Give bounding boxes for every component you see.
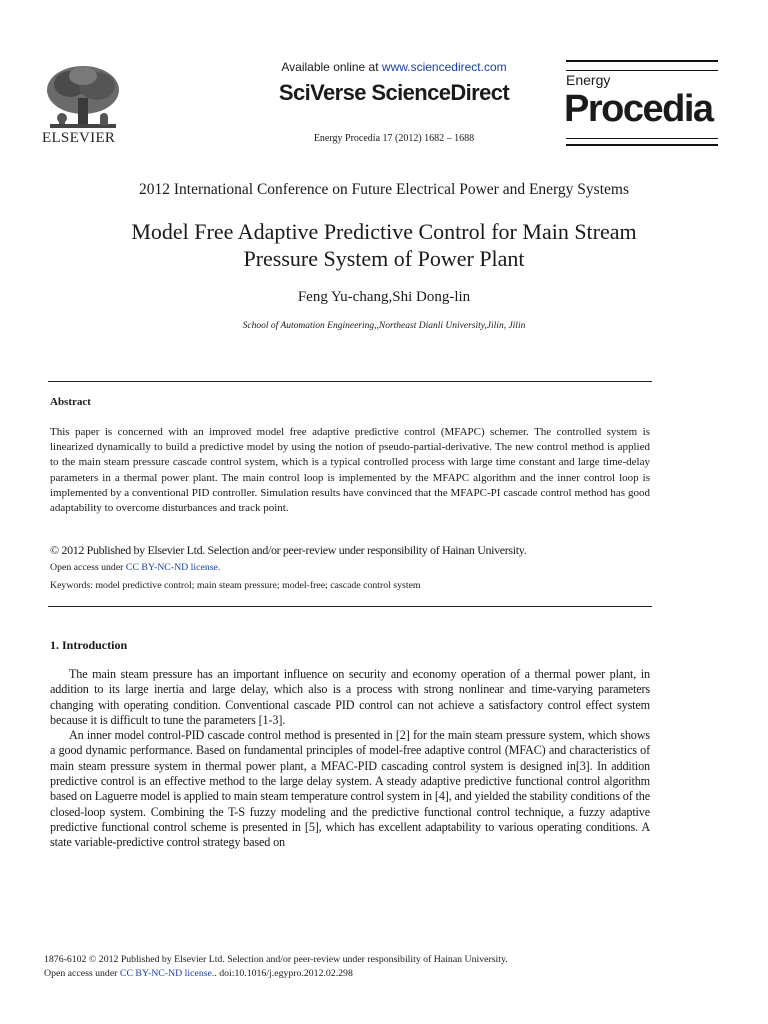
section-heading-introduction: 1. Introduction: [50, 638, 128, 652]
introduction-paragraph-1: The main steam pressure has an important influence on security and economy operation of a thermal power plant, in addition to its large inertia and large delay, which also is a process with strong nonlinear and time-varying parameters changing with operating condition. Conventional cascade PID control can not achieve a satisfactory control effect system because it is difficult to tune the parameters [1-3].: [50, 667, 650, 727]
publisher-logo-text: ELSEVIER: [42, 130, 116, 146]
paper-title-line-1: Model Free Adaptive Predictive Control for Main Stream: [131, 219, 637, 244]
license-link[interactable]: CC BY-NC-ND license.: [125, 562, 221, 573]
platform-name: SciVerse ScienceDirect: [278, 80, 510, 105]
copyright-notice: © 2012 Published by Elsevier Ltd. Selection and/or peer-review under responsibility of Hainan University.: [50, 543, 527, 557]
footer-license-link[interactable]: CC BY-NC-ND license.: [119, 968, 215, 979]
journal-reference: Energy Procedia 17 (2012) 1682 – 1688: [313, 133, 475, 144]
paper-title-line-2: Pressure System of Power Plant: [243, 246, 525, 271]
author-affiliation: School of Automation Engineering,,Northeast Dianli University,Jilin, Jilin: [242, 321, 526, 331]
availability-prefix: Available online at: [281, 60, 379, 74]
conference-name: 2012 International Conference on Future Electrical Power and Energy Systems: [139, 181, 629, 198]
sciencedirect-link[interactable]: www.sciencedirect.com: [381, 60, 507, 74]
introduction-body: [50, 667, 650, 851]
footer-open-access-prefix: Open access under: [44, 968, 118, 979]
footer-doi: . doi:10.1016/j.egypro.2012.02.298: [214, 968, 353, 979]
journal-brand-procedia: Procedia: [564, 88, 713, 130]
paper-authors: Feng Yu-chang,Shi Dong-lin: [297, 289, 471, 305]
footer-copyright: 1876-6102 © 2012 Published by Elsevier Ltd. Selection and/or peer-review under responsibility of Hainan University.: [44, 954, 508, 965]
footer-license-doi: [44, 968, 353, 979]
introduction-paragraph-2: An inner model control-PID cascade control method is presented in [2] for the main steam pressure system, which shows a good dynamic performance. Based on fundamental principles of model-free adaptive control (MFAC) and characteristics of main steam pressure system in thermal power plant, a MFAC-PID cascading control system is designed in[3]. In addition predictive control is an effective method to the large delay system. A steady adaptive predictive functional control algorithm based on Laguerre model is applied to main steam temperature control system in [4], and yielded the stability conditions of the closed-loop system. Combining the T-S fuzzy modeling and the predictive functional control technique, a fuzzy adaptive predictive functional control scheme is presented in [5], which has excellent adaptability to various operating conditions. A state variable-predictive control strategy based on: [50, 728, 650, 850]
abstract-bottom-rule: [48, 606, 652, 607]
abstract-body: This paper is concerned with an improved model free adaptive predictive control (MFAPC) schemer. The controlled system is linearized dynamically to build a predictive model by using the notion of pseudo-partial-derivative. The new control method is applied to the main steam pressure cascade control system, which is a typical controlled process with large time constant and large time-delay parameters in a thermal power plant. The main control loop is implemented by the MFAPC algorithm and the inner control loop is implemented by a conventional PID controller. Simulation results have convinced that the MFAPC-PI cascade control method has good adaptability to overcome disturbances and track point.: [50, 426, 650, 515]
keywords-line: Keywords: model predictive control; main steam pressure; model-free; cascade control system: [50, 580, 421, 591]
open-access-prefix: Open access under: [50, 562, 124, 573]
paper-title: [0, 218, 768, 272]
abstract-top-rule: [48, 381, 652, 382]
open-access-line: [50, 562, 220, 573]
journal-brand-rule-bottom: [566, 138, 718, 146]
journal-brand-energy: Energy: [566, 72, 611, 88]
journal-brand-rule-top: [566, 60, 718, 71]
abstract-heading: Abstract: [50, 396, 91, 408]
